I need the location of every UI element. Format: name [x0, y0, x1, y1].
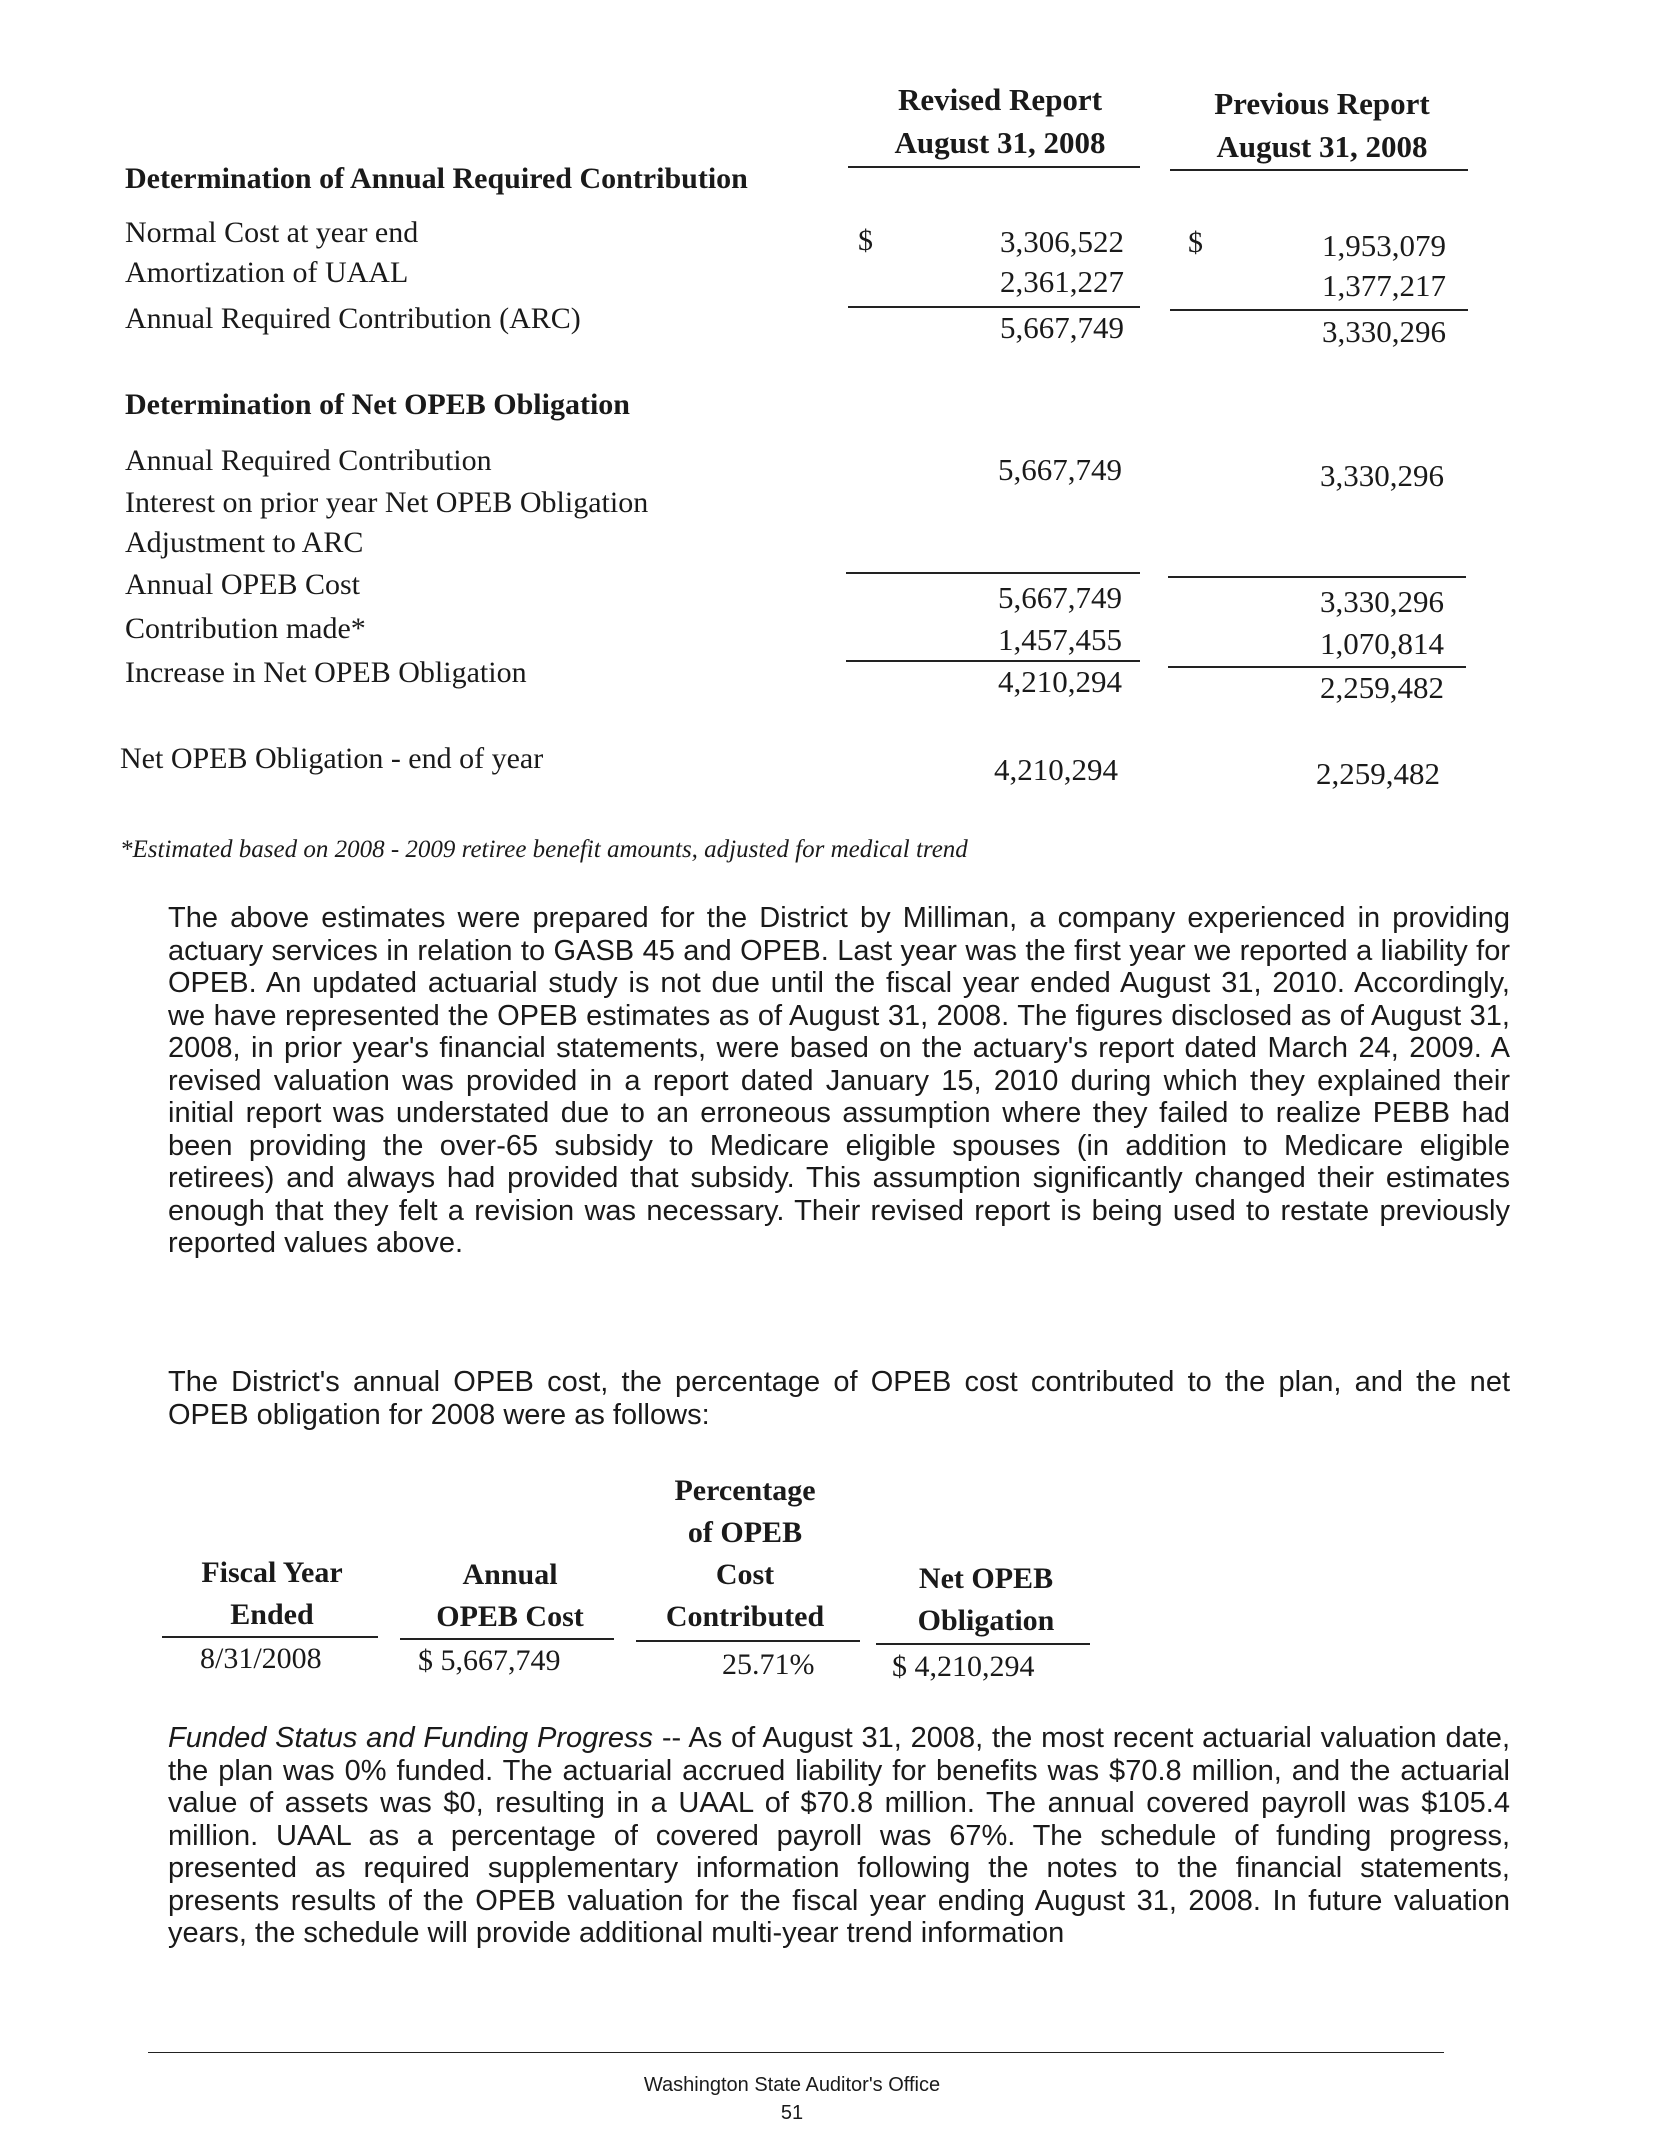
table-rule-fiscal-year — [162, 1636, 378, 1638]
net-opeb-end-revised: 4,210,294 — [994, 752, 1118, 787]
footnote: *Estimated based on 2008 - 2009 retiree benefit amounts, adjusted for medical trend — [120, 836, 968, 863]
arc-row-label: Amortization of UAAL — [125, 256, 409, 289]
opeb-revised-value: 5,667,749 — [998, 580, 1122, 615]
opeb-previous-value: 3,330,296 — [1320, 458, 1444, 493]
previous-dollar-sign: $ — [1188, 226, 1203, 259]
revised-header-rule — [848, 166, 1140, 168]
arc-previous-value: 3,330,296 — [1322, 314, 1446, 349]
row-annual-opeb-cost: $ 5,667,749 — [418, 1644, 561, 1677]
opeb-increase-rule-revised — [846, 660, 1140, 662]
funded-status-heading: Funded Status and Funding Progress — [168, 1722, 654, 1754]
opeb-revised-value: 1,457,455 — [998, 622, 1122, 657]
footer-office: Washington State Auditor's Office — [643, 2074, 941, 2096]
opeb-cost-rule-previous — [1168, 576, 1466, 578]
opeb-row-label: Interest on prior year Net OPEB Obligation — [125, 486, 649, 519]
header-percentage-line4: Contributed — [665, 1600, 825, 1633]
opeb-previous-value: 3,330,296 — [1320, 584, 1444, 619]
row-net-opeb-obligation: $ 4,210,294 — [892, 1650, 1035, 1683]
revised-report-header — [850, 78, 1150, 164]
opeb-row-label: Annual OPEB Cost — [125, 568, 361, 601]
previous-header-line2: August 31, 2008 — [1216, 129, 1428, 164]
actuarial-explanation-paragraph: The above estimates were prepared for the District by Milliman, a company experienced in providing actuary services in relation to GASB 45 and OPEB. Last year was the first year we reported a liability for OPEB. An updated actuarial study is not due until the fiscal year ended August 31, 2010. Accordingly, we have represented the OPEB estimates as of August 31, 2008. The figures disclosed as of August 31, 2008, in prior year's financial statements, were based on the actuary's report dated March 24, 2009. A revised valuation was provided in a report dated January 15, 2010 during which they explained their initial report was understated due to an erroneous assumption where they failed to realize PEBB had been providing the over-65 subsidy to Medicare eligible spouses (in addition to Medicare eligible retirees) and always had provided that subsidy. This assumption significantly changed their estimates enough that they felt a revision was necessary. Their revised report is being used to restate previously reported values above. — [168, 902, 1510, 1259]
opeb-section-title: Determination of Net OPEB Obligation — [125, 388, 630, 421]
opeb-row-label: Annual Required Contribution — [125, 444, 492, 477]
arc-section-title: Determination of Annual Required Contribution — [125, 162, 748, 195]
header-percentage-contributed — [630, 1470, 860, 1638]
header-annual-line1: Annual — [462, 1558, 558, 1591]
opeb-cost-intro-paragraph: The District's annual OPEB cost, the percentage of OPEB cost contributed to the plan, and the net OPEB obligation for 2008 were as follows: — [168, 1366, 1510, 1431]
previous-header-rule — [1170, 169, 1468, 171]
funded-status-paragraph — [168, 1722, 1510, 1950]
header-net-line2: Obligation — [917, 1604, 1055, 1637]
previous-header-line1: Previous Report — [1214, 86, 1430, 121]
opeb-row-label: Contribution made* — [125, 612, 366, 645]
opeb-previous-value: 1,070,814 — [1320, 626, 1444, 661]
header-net-line1: Net OPEB — [918, 1562, 1054, 1595]
row-fiscal-year: 8/31/2008 — [200, 1642, 322, 1675]
header-percentage-line1: Percentage — [674, 1474, 816, 1507]
header-percentage-line3: Cost — [715, 1558, 775, 1591]
table-rule-percentage — [636, 1640, 860, 1642]
page-number: 51 — [780, 2102, 804, 2124]
arc-revised-value: 3,306,522 — [1000, 224, 1124, 259]
header-fiscal-year-line2: Ended — [230, 1598, 314, 1631]
header-fiscal-year-line1: Fiscal Year — [201, 1556, 343, 1589]
opeb-previous-value: 2,259,482 — [1320, 670, 1444, 705]
arc-row-label: Normal Cost at year end — [125, 216, 419, 249]
opeb-revised-value: 5,667,749 — [998, 452, 1122, 487]
arc-previous-value: 1,953,079 — [1322, 228, 1446, 263]
revised-header-line1: Revised Report — [897, 82, 1103, 117]
revised-dollar-sign: $ — [858, 224, 873, 257]
header-annual-opeb-cost — [400, 1554, 620, 1638]
previous-report-header — [1172, 82, 1472, 168]
opeb-row-label: Increase in Net OPEB Obligation — [125, 656, 527, 689]
header-net-opeb-obligation — [876, 1558, 1096, 1642]
row-percentage-contributed: 25.71% — [722, 1648, 815, 1681]
header-percentage-line2: of OPEB — [687, 1516, 803, 1549]
funded-status-text: -- As of August 31, 2008, the most recent actuarial valuation date, the plan was 0% funded. The actuarial accrued liability for benefits was $70.8 million, and the actuarial value of assets was $0, resulting in a UAAL of $70.8 million. The annual covered payroll was $105.4 million. UAAL as a percentage of covered payroll was 67%. The schedule of funding progress, presented as required supplementary information following the notes to the financial statements, presents results of the OPEB valuation for the fiscal year ending August 31, 2008. In future valuation years, the schedule will provide additional multi-year trend information — [168, 1722, 1510, 1949]
arc-subtotal-rule-previous — [1170, 309, 1468, 311]
arc-revised-value: 5,667,749 — [1000, 310, 1124, 345]
arc-revised-value: 2,361,227 — [1000, 264, 1124, 299]
arc-row-label: Annual Required Contribution (ARC) — [125, 302, 581, 335]
arc-subtotal-rule-revised — [848, 306, 1140, 308]
opeb-row-label: Adjustment to ARC — [125, 526, 364, 559]
table-rule-annual-cost — [400, 1638, 614, 1640]
opeb-revised-value: 4,210,294 — [998, 664, 1122, 699]
arc-previous-value: 1,377,217 — [1322, 268, 1446, 303]
revised-header-line2: August 31, 2008 — [894, 125, 1106, 160]
opeb-increase-rule-previous — [1168, 666, 1466, 668]
header-fiscal-year — [162, 1552, 382, 1636]
net-opeb-end-previous: 2,259,482 — [1316, 756, 1440, 791]
header-annual-line2: OPEB Cost — [436, 1600, 584, 1633]
opeb-cost-rule-revised — [846, 572, 1140, 574]
footer-rule — [148, 2052, 1444, 2053]
net-opeb-end-label: Net OPEB Obligation - end of year — [120, 742, 544, 775]
table-rule-net-obligation — [876, 1643, 1090, 1645]
